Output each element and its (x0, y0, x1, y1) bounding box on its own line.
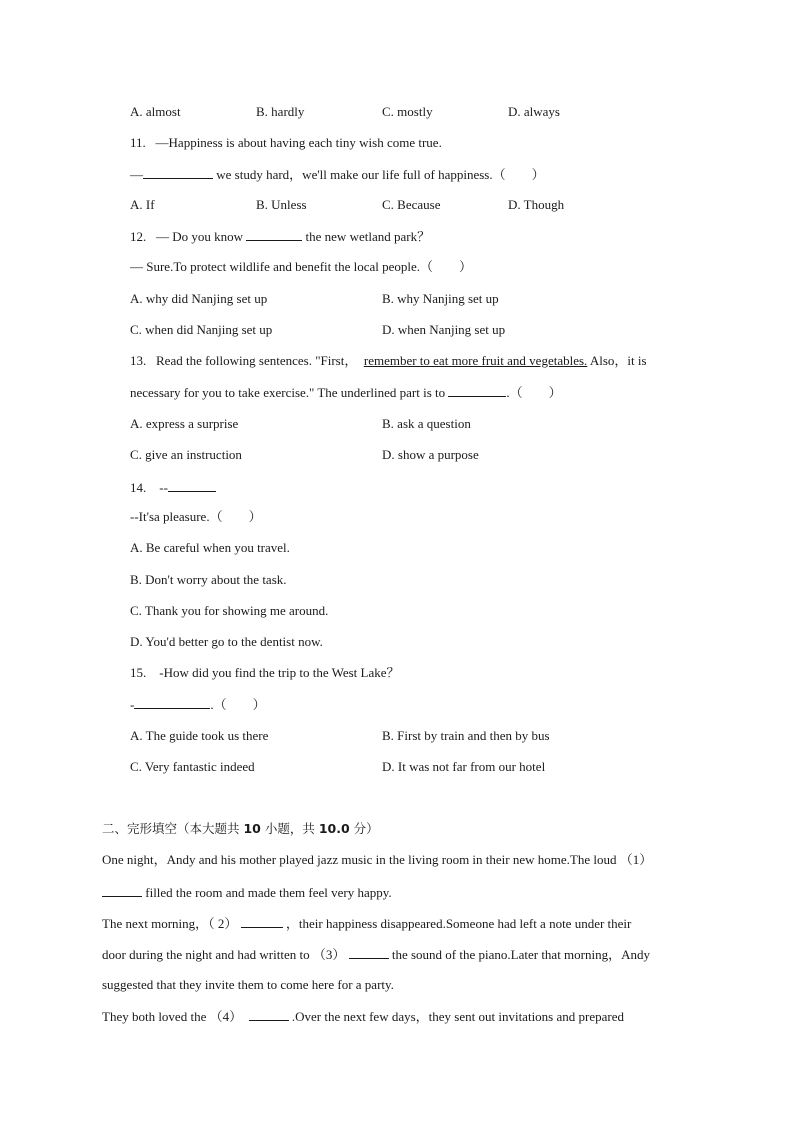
q10-option-b: B. hardly (256, 104, 305, 119)
passage-p1-line1: One night，Andy and his mother played jazz music in the living room in their new home.The loud （1） (102, 852, 653, 867)
q11-option-c: C. Because (382, 197, 441, 212)
q12-number: 12. (130, 229, 147, 244)
q12-option-a: A. why did Nanjing set up (130, 291, 268, 306)
q13-option-d: D. show a purpose (382, 447, 479, 462)
cloze-blank-3 (349, 945, 389, 959)
section2-heading: 二、完形填空（本大题共 10 小题，共 10.0 分） (102, 821, 379, 836)
q13-underlined-text: remember to eat more fruit and vegetables. (363, 353, 588, 368)
q11-prompt: —Happiness is about having each tiny wish come true. (155, 135, 442, 150)
q14-line2: --It'sa pleasure.（ ） (130, 509, 262, 524)
q13-number: 13. (130, 353, 147, 368)
q14-option-b: B. Don't worry about the task. (130, 572, 287, 587)
q14-number: 14. (130, 480, 147, 495)
q14-option-c: C. Thank you for showing me around. (130, 603, 329, 618)
q15-line1 (130, 664, 400, 682)
q15-line2: - .（ ） (130, 697, 266, 712)
q13-line1: 13. Read the following sentences. "First， remember to eat more fruit and vegetables. Also，it is (130, 353, 647, 368)
passage-p3-line1: They both loved the （4） .Over the next few days，they sent out invitations and prepared (102, 1009, 624, 1024)
q10-option-d: D. always (508, 104, 560, 119)
cloze-blank-2 (241, 914, 283, 928)
passage-p2-line2: door during the night and had written to （3） the sound of the piano.Later that morning，Andy (102, 947, 650, 962)
q15-option-a: A. The guide took us there (130, 728, 269, 743)
q13-blank (448, 383, 506, 397)
q15-option-d: D. It was not far from our hotel (382, 759, 546, 774)
q12-option-d: D. when Nanjing set up (382, 322, 506, 337)
q10-option-c: C. mostly (382, 104, 433, 119)
q15-number: 15. (130, 665, 147, 680)
cloze-blank-4 (249, 1007, 289, 1021)
q11-blank (143, 165, 213, 179)
q13-option-c: C. give an instruction (130, 447, 242, 462)
q12-blank (246, 227, 302, 241)
passage-p1-line2: filled the room and made them feel very happy. (102, 883, 392, 902)
q11-line2: — we study hard，we'll make our life full of happiness.（ ） (130, 167, 545, 182)
q15-prompt: -How did you find the trip to the West Lake？ (159, 665, 400, 680)
cloze-blank-1 (102, 883, 142, 897)
q14-line1: 14. -- (130, 478, 216, 497)
q15-option-c: C. Very fantastic indeed (130, 759, 255, 774)
q14-blank (168, 478, 216, 492)
q14-option-d: D. You'd better go to the dentist now. (130, 634, 323, 649)
q15-blank (134, 695, 210, 709)
q12-line2: — Sure.To protect wildlife and benefit the local people.（ ） (130, 259, 473, 274)
q15-option-b: B. First by train and then by bus (382, 728, 550, 743)
passage-p2-line1: The next morning，（ 2） ，their happiness disappeared.Someone had left a note under their (102, 916, 632, 931)
q12-option-b: B. why Nanjing set up (382, 291, 499, 306)
q11-option-a: A. If (130, 197, 155, 212)
q12-option-c: C. when did Nanjing set up (130, 322, 273, 337)
q14-option-a: A. Be careful when you travel. (130, 540, 290, 555)
q10-option-a: A. almost (130, 104, 181, 119)
q11-option-b: B. Unless (256, 197, 307, 212)
q13-option-b: B. ask a question (382, 416, 471, 431)
q13-option-a: A. express a surprise (130, 416, 239, 431)
q11-line1 (130, 134, 442, 152)
q11-number: 11. (130, 135, 146, 150)
q12-line1: 12. — Do you know the new wetland park？ (130, 229, 431, 244)
passage-p2-line3: suggested that they invite them to come here for a party. (102, 977, 394, 992)
q13-line2: necessary for you to take exercise." The underlined part is to .（ ） (130, 385, 562, 400)
q11-option-d: D. Though (508, 197, 565, 212)
